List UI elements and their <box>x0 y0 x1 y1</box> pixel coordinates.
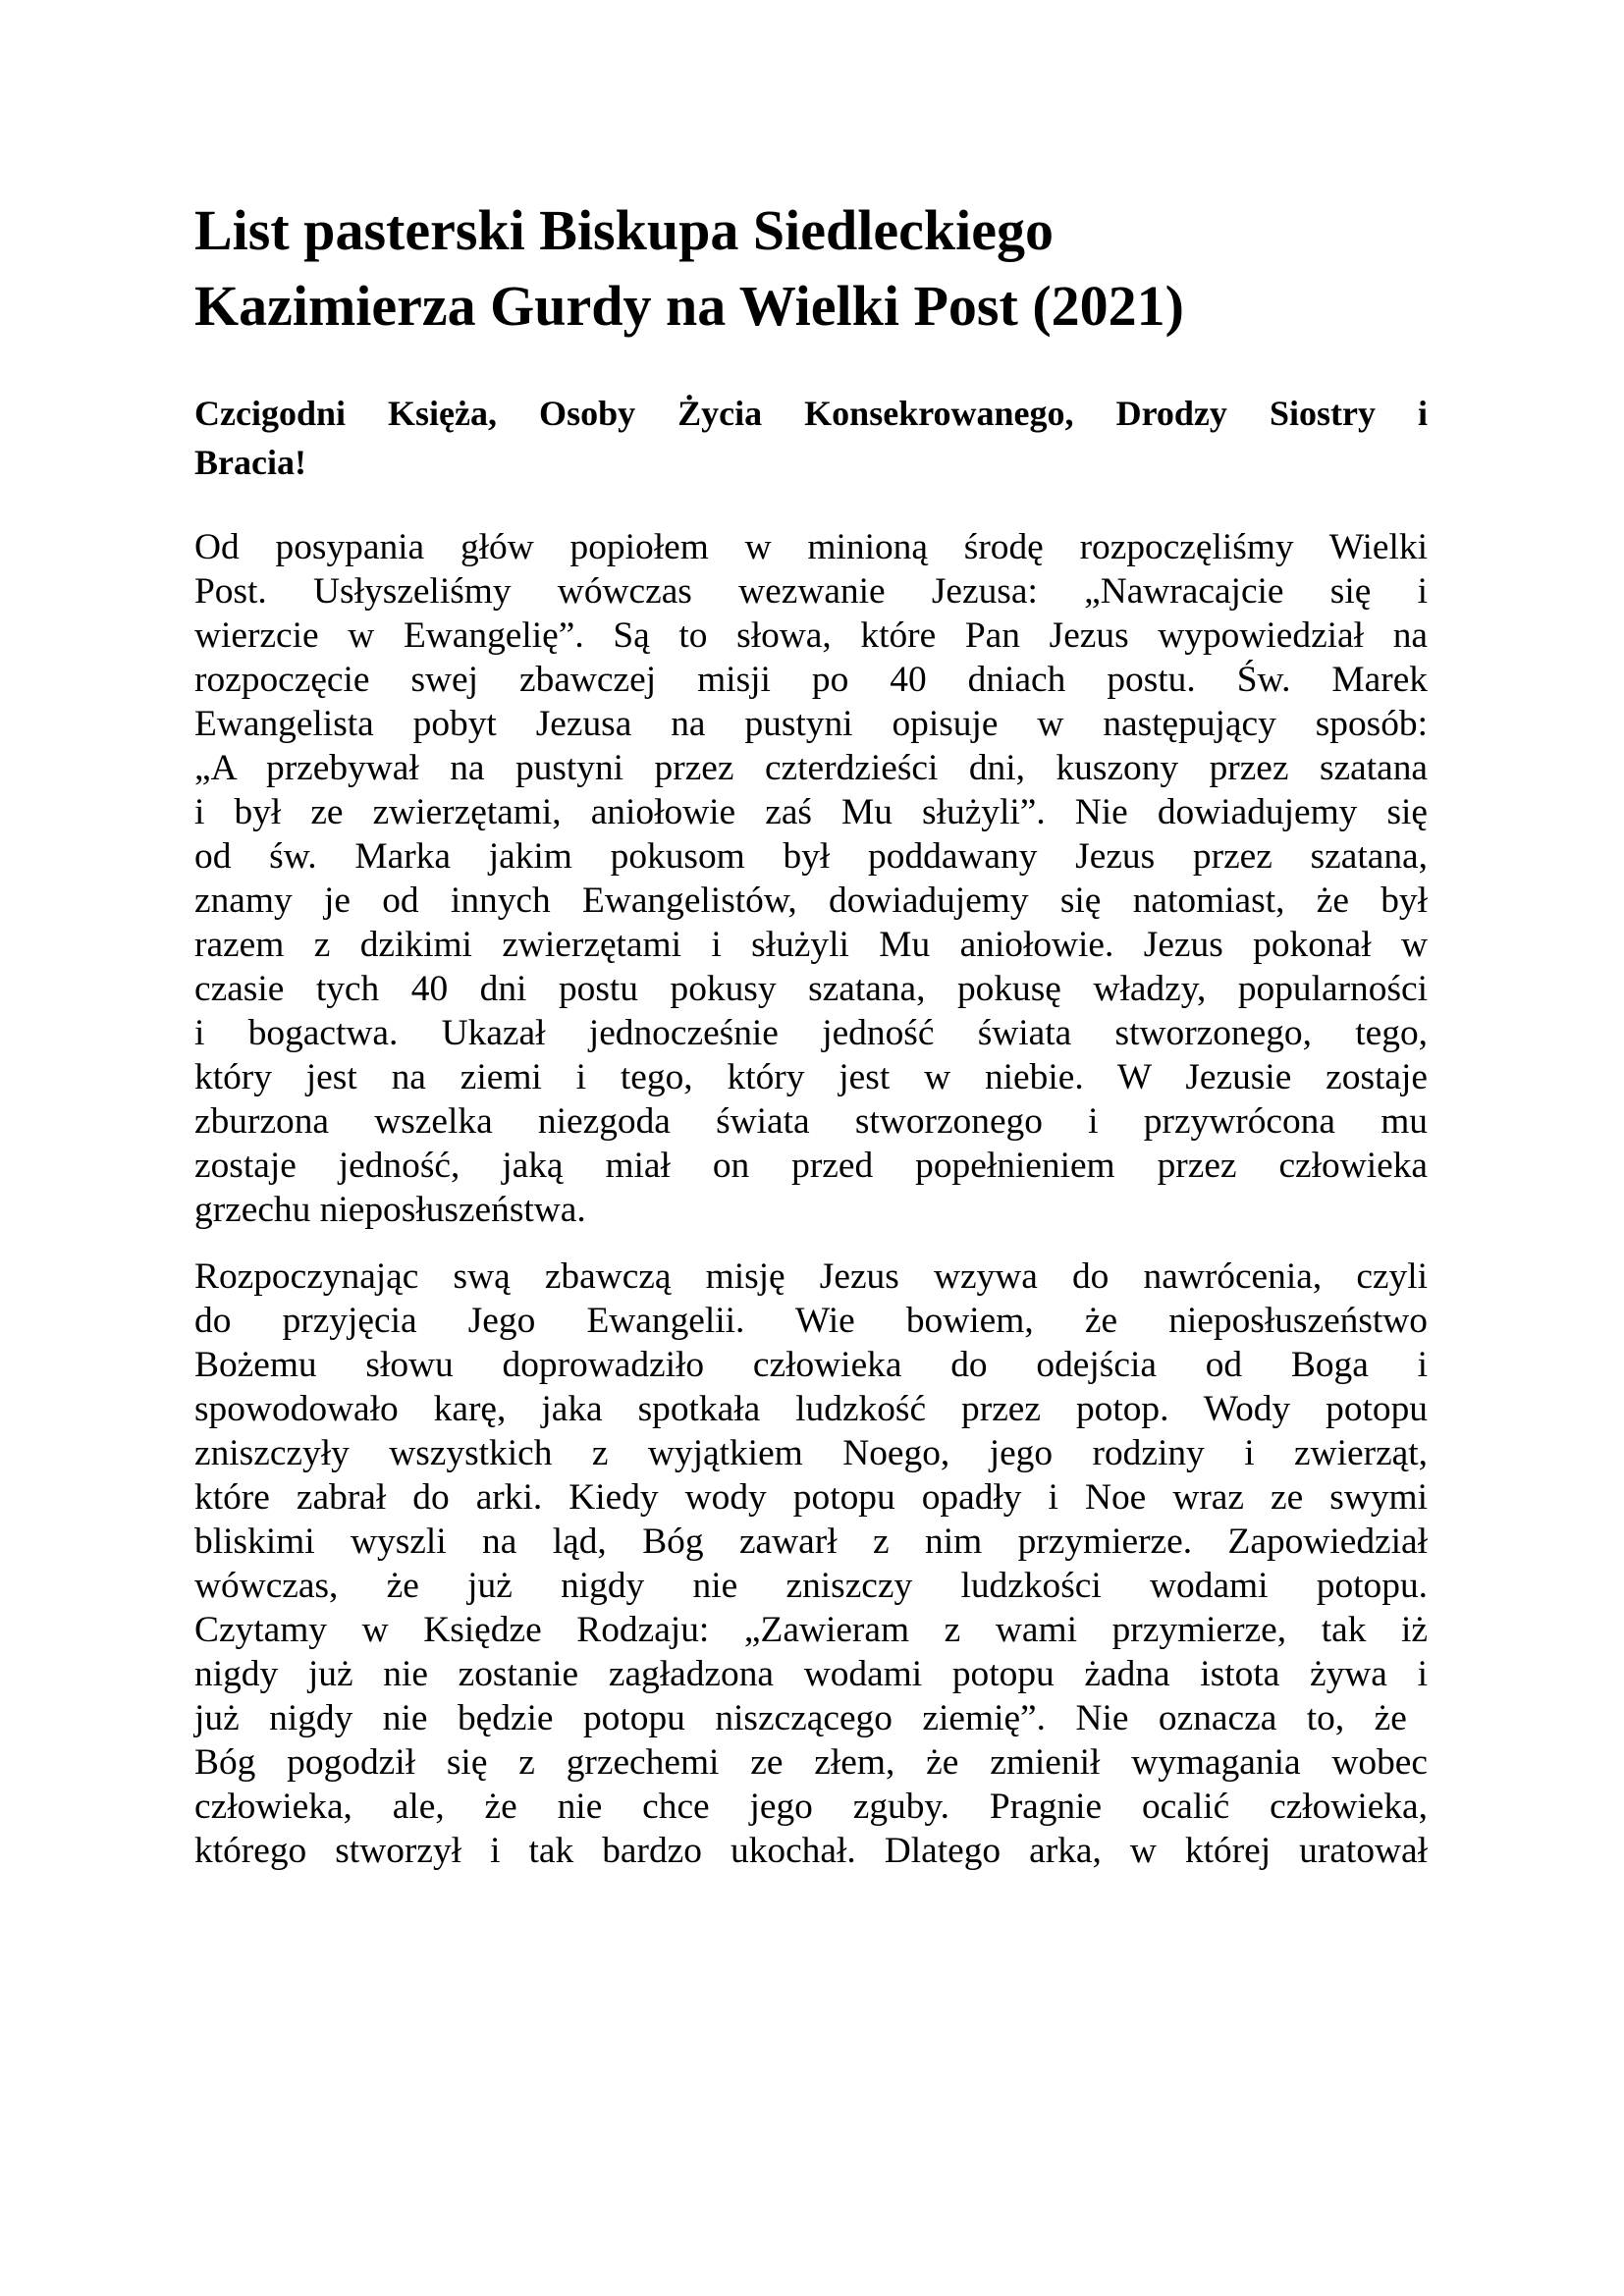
text-line: i był ze zwierzętami, aniołowie zaś Mu służyli”. Nie dowiadujemy się <box>194 792 1428 832</box>
text-line: który jest na ziemi i tego, który jest w niebie. W Jezusie zostaje <box>194 1057 1428 1097</box>
text-line: czasie tych 40 dni postu pokusy szatana, pokusę władzy, popularności <box>194 969 1428 1009</box>
text-line: człowieka, ale, że nie chce jego zguby. Pragnie ocalić człowieka, <box>194 1787 1428 1827</box>
text-line: wówczas, że już nigdy nie zniszczy ludzkości wodami potopu. <box>194 1566 1428 1606</box>
text-line: Post. Usłyszeliśmy wówczas wezwanie Jezusa: „Nawracajcie się i <box>194 571 1428 612</box>
letter-body <box>194 525 1428 1896</box>
text-line: bliskimi wyszli na ląd, Bóg zawarł z nim przymierze. Zapowiedział <box>194 1522 1428 1562</box>
text-line: znamy je od innych Ewangelistów, dowiadujemy się natomiast, że był <box>194 881 1428 921</box>
title-line: Kazimierza Gurdy na Wielki Post (2021) <box>194 274 1184 338</box>
text-line: od św. Marka jakim pokusom był poddawany Jezus przez szatana, <box>194 836 1428 877</box>
salutation <box>194 389 1428 487</box>
text-line: grzechu nieposłuszeństwa. <box>194 1190 586 1230</box>
text-line: rozpoczęcie swej zbawczej misji po 40 dniach postu. Św. Marek <box>194 660 1428 700</box>
title-line: List pasterski Biskupa Siedleckiego <box>194 198 1054 262</box>
text-line: Bóg pogodził się z grzechemi ze złem, że zmienił wymagania wobec <box>194 1742 1428 1783</box>
paragraph-2 <box>194 1255 1428 1873</box>
text-line: zburzona wszelka niezgoda świata stworzonego i przywrócona mu <box>194 1101 1428 1142</box>
salutation-line: Bracia! <box>194 443 306 482</box>
document-title <box>194 192 1428 344</box>
text-line: Rozpoczynając swą zbawczą misję Jezus wzywa do nawrócenia, czyli <box>194 1256 1428 1297</box>
text-line: Bożemu słowu doprowadziło człowieka do odejścia od Boga i <box>194 1345 1428 1385</box>
text-line: którego stworzył i tak bardzo ukochał. Dlatego arka, w której uratował <box>194 1831 1428 1871</box>
text-line: zniszczyły wszystkich z wyjątkiem Noego, jego rodziny i zwierząt, <box>194 1433 1428 1473</box>
text-line: zostaje jedność, jaką miał on przed popełnieniem przez człowieka <box>194 1146 1428 1186</box>
salutation-line: Czcigodni Księża, Osoby Życia Konsekrowanego, Drodzy Siostry i <box>194 394 1428 433</box>
text-line: „A przebywał na pustyni przez czterdzieści dni, kuszony przez szatana <box>194 748 1428 788</box>
text-line: Czytamy w Księdze Rodzaju: „Zawieram z wami przymierze, tak iż <box>194 1610 1428 1650</box>
text-line: i bogactwa. Ukazał jednocześnie jedność świata stworzonego, tego, <box>194 1013 1428 1053</box>
text-line: razem z dzikimi zwierzętami i służyli Mu aniołowie. Jezus pokonał w <box>194 925 1428 965</box>
text-line: które zabrał do arki. Kiedy wody potopu opadły i Noe wraz ze swymi <box>194 1477 1428 1518</box>
text-line: Ewangelista pobyt Jezusa na pustyni opisuje w następujący sposób: <box>194 704 1428 744</box>
text-line: Od posypania głów popiołem w minioną środę rozpoczęliśmy Wielki <box>194 527 1428 567</box>
text-line: nigdy już nie zostanie zagładzona wodami potopu żadna istota żywa i <box>194 1654 1428 1694</box>
text-line: już nigdy nie będzie potopu niszczącego ziemię”. Nie oznacza to, że <box>194 1698 1407 1738</box>
text-line: do przyjęcia Jego Ewangelii. Wie bowiem, że nieposłuszeństwo <box>194 1301 1428 1341</box>
text-line: spowodowało karę, jaka spotkała ludzkość przez potop. Wody potopu <box>194 1389 1428 1429</box>
text-line: wierzcie w Ewangelię”. Są to słowa, które Pan Jezus wypowiedział na <box>194 615 1428 656</box>
paragraph-1 <box>194 525 1428 1232</box>
